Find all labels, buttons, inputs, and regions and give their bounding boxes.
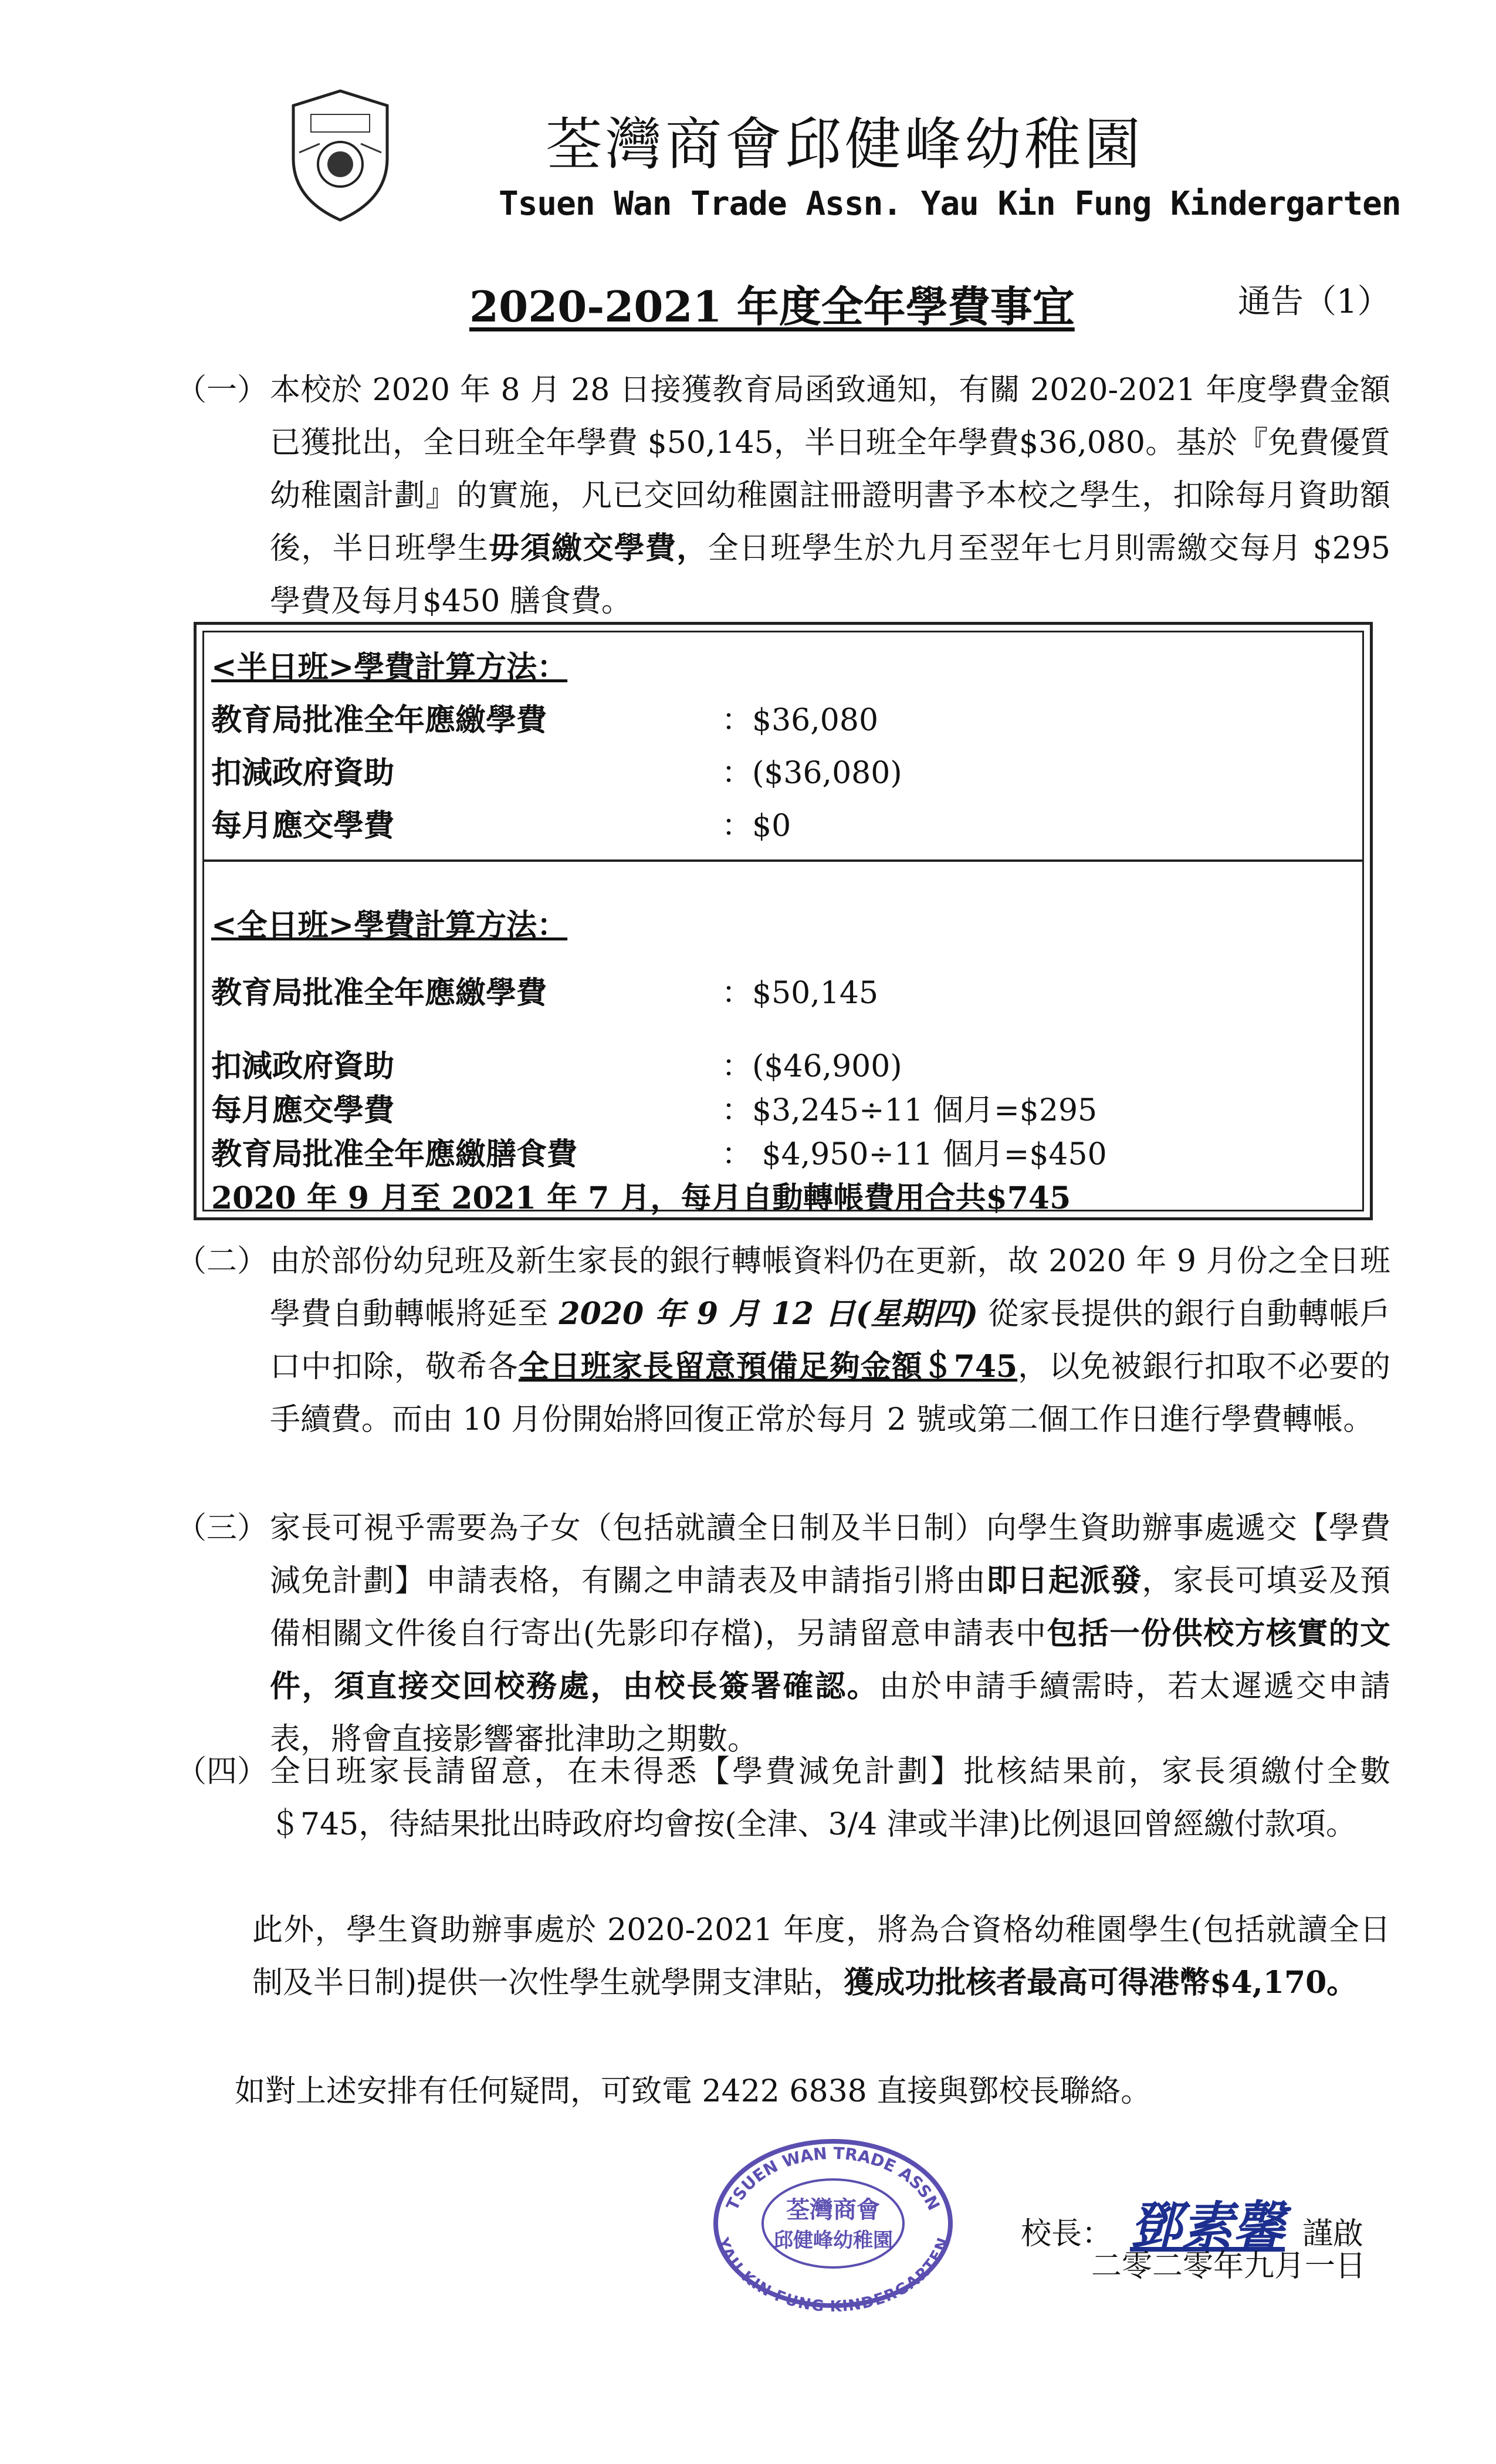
row-value: ： $4,950÷11 個月=$450	[722, 1137, 1107, 1172]
row-value: ：$3,245÷11 個月=$295	[722, 1093, 1098, 1128]
paragraph-bold-text: 獲成功批核者最高可得港幣$4,170。	[844, 1965, 1358, 2001]
paragraph-2	[176, 1235, 1390, 1446]
principal-label: 校長：	[1021, 2216, 1113, 2252]
signature-suffix: 謹啟	[1302, 2216, 1364, 2252]
paragraph-bold-text: 包括一份供校方核實的文件，須直接交回校務處，由校長簽署確認。	[270, 1616, 1390, 1704]
paragraph-text: 由於部份幼兒班及新生家長的銀行轉帳資料仍在更新，故 2020 年 9 月份之全日班學費自動轉帳將延至	[270, 1244, 1390, 1332]
paragraph-bold-text: 毋須繳交學費，	[489, 530, 708, 566]
paragraph-text: 全日班學生於九月至翌年七月則需繳交每月 $295 學費及每月$450 膳食費。	[270, 531, 1390, 619]
paragraph-5	[252, 1904, 1390, 2009]
notice-title: 2020-2021 年度全年學費事宜	[469, 282, 1075, 331]
row-label: 扣減政府資助	[211, 1048, 395, 1084]
paragraph-body	[270, 1502, 1390, 1766]
monthly-total-summary: 2020 年 9 月至 2021 年 7 月，每月自動轉帳費用合共$745	[211, 1180, 1071, 1216]
paragraph-body	[252, 1904, 1390, 2009]
row-label: 教育局批准全年應繳學費	[211, 975, 547, 1011]
paragraph-body: 全日班家長請留意，在未得悉【學費減免計劃】批核結果前，家長須繳付全數＄745，待結果批出時政府均會按(全津、3/4 津或半津)比例退回曾經繳付款項。	[270, 1754, 1390, 1842]
paragraph-text: 此外，學生資助辦事處於 2020-2021 年度，將為合資格幼稚園學生(包括就讀全日制及半日制)提供一次性學生就學開支津貼，	[252, 1913, 1390, 2001]
school-name-english: Tsuen Wan Trade Assn. Yau Kin Fung Kindergarten	[499, 185, 1401, 223]
school-name-chinese: 荃灣商會邱健峰幼稚園	[546, 111, 1144, 177]
paragraph-text: 從家長提供的銀行自動轉帳戶口中扣除，敬希各	[270, 1297, 1391, 1385]
deduction-date: 2020 年 9 月 12 日(星期四)	[559, 1296, 979, 1332]
row-label: 扣減政府資助	[211, 755, 395, 791]
paragraph-text: ，以免被銀行扣取不必要的手續費。而由 10 月份開始將回復正常於每月 2 號或第二個工作日進行學費轉帳。	[270, 1349, 1390, 1437]
row-label: 每月應交學費	[211, 808, 395, 844]
row-value: ：($46,900)	[722, 1049, 902, 1084]
paragraph-4	[176, 1745, 1390, 1851]
notice-number: 通告（1）	[1238, 283, 1390, 321]
contact-text: 如對上述安排有任何疑問，可致電 2422 6838 直接與鄧校長聯絡。	[235, 2074, 1152, 2109]
paragraph-text: 由於申請手續需時，若太遲遞交申請表，將會直接影響審批津助之期數。	[270, 1669, 1390, 1757]
stamp-top-text: TSUEN WAN TRADE ASSN	[722, 2143, 944, 2213]
paragraph-text: 本校於 2020 年 8 月 28 日接獲教育局函致通知，有關 2020-2021 年度學費金額已獲批出，全日班全年學費 $50,145，半日班全年學費$36,080。基於『免費優質幼稚園計劃』的實施，凡已交回幼稚園註冊證明書予本校之學生，扣除每月資助額後，半日班學生	[270, 373, 1390, 566]
stamp-center-line-1: 荃灣商會	[786, 2196, 880, 2223]
paragraph-number: （三）	[176, 1511, 268, 1546]
paragraph-bold-text: 全日班家長留意預備足夠金額＄745	[518, 1349, 1018, 1385]
row-value: ：$0	[722, 808, 791, 844]
row-label: 每月應交學費	[211, 1092, 395, 1128]
paragraph-1	[176, 364, 1390, 628]
row-label: 教育局批准全年應繳學費	[211, 702, 547, 738]
row-value: ：$50,145	[722, 976, 879, 1011]
paragraph-body	[270, 1235, 1390, 1446]
contact-line	[235, 2065, 1349, 2118]
paragraph-bold-text: 即日起派發	[986, 1563, 1142, 1599]
paragraph-body	[270, 364, 1390, 628]
fee-calculation-table	[194, 622, 1373, 1220]
table-divider	[202, 859, 1364, 862]
full-day-section-title: <全日班>學費計算方法：	[211, 908, 568, 943]
paragraph-number: （四）	[176, 1754, 268, 1789]
row-label: 教育局批准全年應繳膳食費	[211, 1136, 578, 1172]
school-stamp-icon	[710, 2135, 956, 2311]
notice-date: 二零二零年九月一日	[1091, 2249, 1366, 2284]
paragraph-number: （一）	[176, 373, 268, 408]
paragraph-3	[176, 1502, 1390, 1766]
school-crest-icon	[287, 88, 393, 223]
row-value: ：$36,080	[722, 703, 879, 738]
paragraph-text: ，家長可填妥及預備相關文件後自行寄出(先影印存檔)，另請留意申請表中	[270, 1563, 1390, 1651]
paragraph-text: 家長可視乎需要為子女（包括就讀全日制及半日制）向學生資助辦事處遞交【學費減免計劃】申請表格，有關之申請表及申請指引將由	[270, 1511, 1390, 1599]
row-value: ：($36,080)	[722, 756, 902, 791]
stamp-center-line-2: 邱健峰幼稚園	[773, 2229, 893, 2252]
principal-signature: 鄧素馨	[1130, 2195, 1285, 2256]
paragraph-number: （二）	[176, 1244, 268, 1279]
half-day-section-title: <半日班>學費計算方法：	[211, 649, 568, 685]
stamp-bottom-text: YAU KIN FUNG KINDERGARTEN	[713, 2235, 953, 2311]
